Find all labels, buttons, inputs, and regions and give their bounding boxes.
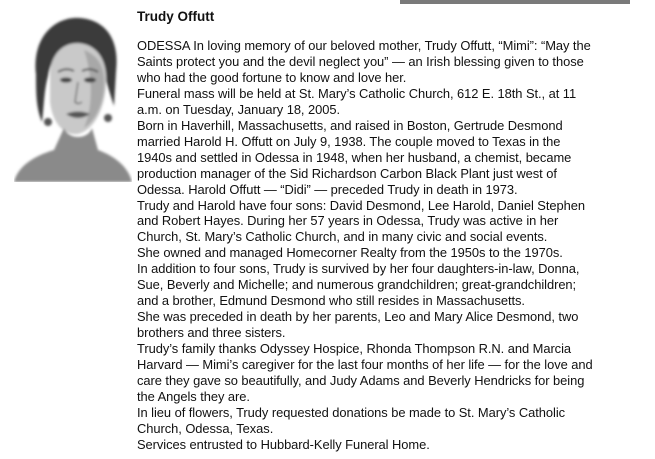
obituary-text (137, 38, 652, 453)
text-line: and a brother, Edmund Desmond who still resides in Massachusetts. (137, 293, 525, 309)
text-line: In lieu of flowers, Trudy requested donations be made to St. Mary’s Catholic (137, 404, 566, 420)
text-line: Born in Haverhill, Massachusetts, and raised in Boston, Gertrude Desmond (137, 117, 563, 133)
text-line: care they gave so beautifully, and Judy Adams and Beverly Hendricks for being (137, 373, 585, 389)
clipped-header-strip (400, 0, 630, 4)
text-line: Sue, Beverly and Michelle; and numerous grandchildren; great-grandchildren; (137, 277, 577, 293)
text-line: She owned and managed Homecorner Realty from the 1950s to the 1970s. (137, 245, 563, 261)
text-line: Saints protect you and the devil neglect you” — an Irish blessing given to those (137, 53, 584, 69)
text-line: Harvard — Mimi’s caregiver for the last four months of her life — for the love and (137, 357, 593, 373)
text-line: 1940s and settled in Odessa in 1948, when her husband, a chemist, became (137, 149, 572, 165)
text-line: Services entrusted to Hubbard-Kelly Funeral Home. (137, 436, 430, 452)
text-line: In addition to four sons, Trudy is survived by her four daughters-in-law, Donna, (137, 261, 580, 277)
text-line: Odessa. Harold Offutt — “Didi” — preceded Trudy in death in 1973. (137, 181, 518, 197)
text-line: the Angels they are. (137, 388, 250, 404)
text-line: and Robert Hayes. During her 57 years in Odessa, Trudy was active in her (137, 213, 559, 229)
text-line: Church, St. Mary’s Catholic Church, and in many civic and social events. (137, 229, 548, 245)
text-line: who had the good fortune to know and love her. (137, 69, 407, 85)
text-line: Trudy and Harold have four sons: David Desmond, Lee Harold, Daniel Stephen (137, 197, 585, 213)
text-line: ODESSA In loving memory of our beloved mother, Trudy Offutt, “Mimi”: “May the (137, 38, 591, 53)
text-line: brothers and three sisters. (137, 325, 286, 341)
portrait-photo (14, 10, 132, 182)
text-line: production manager of the Sid Richardson Carbon Black Plant just west of (137, 165, 557, 181)
text-line: Funeral mass will be held at St. Mary’s Catholic Church, 612 E. 18th St., at 11 (137, 85, 577, 101)
text-line: married Harold H. Offutt on July 9, 1938. The couple moved to Texas in the (137, 133, 561, 149)
text-line: She was preceded in death by her parents, Leo and Mary Alice Desmond, two (137, 309, 579, 325)
obituary-name: Trudy Offutt (137, 9, 215, 24)
text-line: Trudy’s family thanks Odyssey Hospice, Rhonda Thompson R.N. and Marcia (137, 341, 572, 357)
text-line: Church, Odessa, Texas. (137, 420, 274, 436)
text-line: a.m. on Tuesday, January 18, 2005. (137, 101, 341, 117)
